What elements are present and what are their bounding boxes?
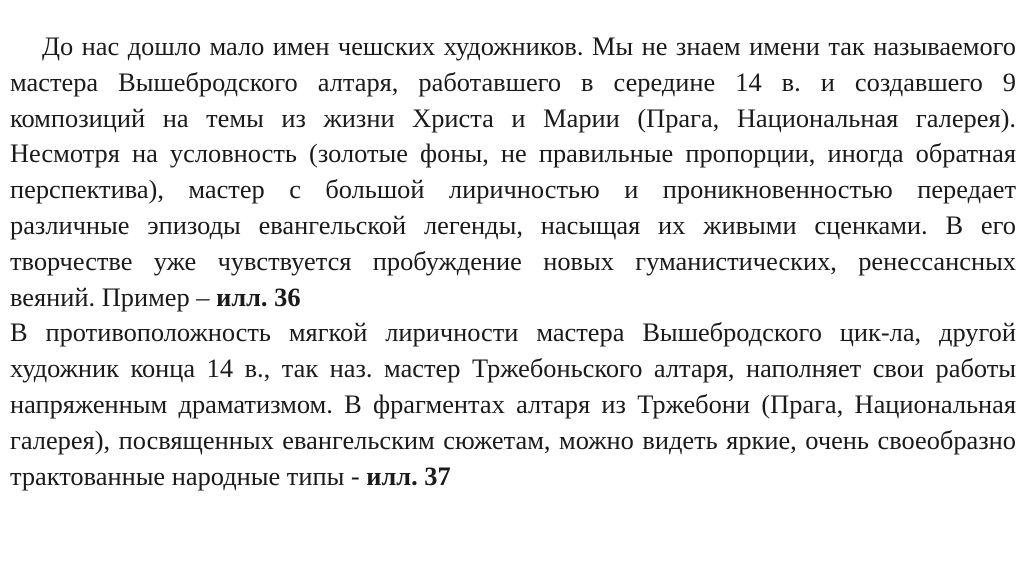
paragraph-2 [10,315,1016,494]
paragraph-1-text: До нас дошло мало имен чешских художников. Мы не знаем имени так называемого мастера Вышебродского алтаря, работавшего в середине 14 в. и создавшего 9 композиций на темы из жизни Христа и Марии (Прага, Национальная галерея). Несмотря на условность (золотые фоны, не правильные пропорции, иногда обратная перспектива), мастер с большой лиричностью и проникновенностью передает различные эпизоды евангельской легенды, насыщая их живыми сценками. В его творчестве уже чувствуется пробуждение новых гуманистических, ренессансных веяний. Пример – [10,31,1016,312]
paragraph-2-text: В противоположность мягкой лиричности мастера Вышебродского цик-ла, другой художник конца 14 в., так наз. мастер Тржебоньского алтаря, наполняет свои работы напряженным драматизмом. В фрагментах алтаря из Тржебони (Прага, Национальная галерея), посвященных евангельским сюжетам, можно видеть яркие, очень своеобразно трактованные народные типы - [10,317,1016,491]
document-body [10,29,1016,494]
illustration-ref-36: илл. 36 [216,281,301,312]
illustration-ref-37: илл. 37 [366,460,451,491]
paragraph-1 [10,29,1016,315]
